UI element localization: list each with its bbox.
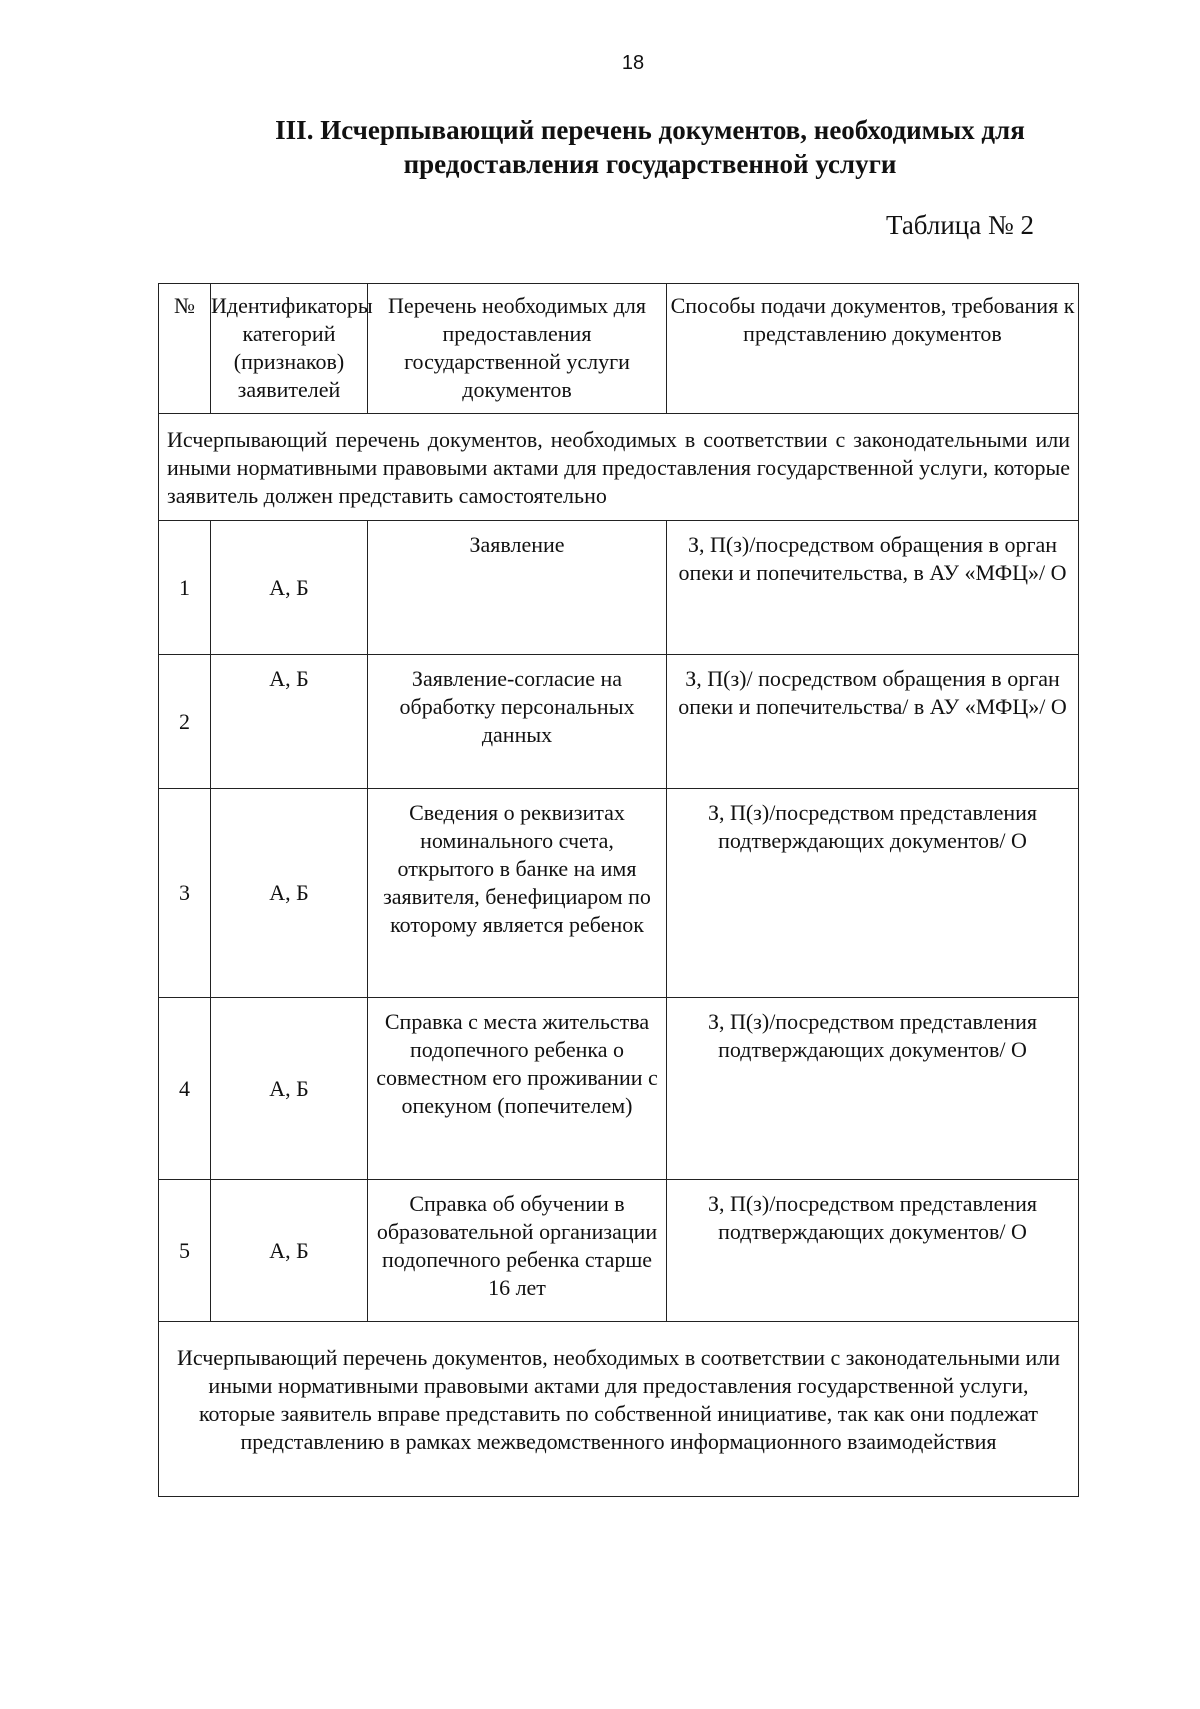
row-category: А, Б — [211, 521, 368, 655]
row-category: А, Б — [211, 655, 368, 789]
header-methods: Способы подачи документов, требования к представлению документов — [667, 284, 1079, 414]
table-row — [159, 789, 1079, 998]
row-method: З, П(з)/посредством представления подтверждающих документов/ О — [667, 789, 1079, 998]
section-row-optional — [159, 1322, 1079, 1497]
row-method: З, П(з)/посредством обращения в орган опеки и попечительства, в АУ «МФЦ»/ О — [667, 521, 1079, 655]
table-row — [159, 655, 1079, 789]
row-method: З, П(з)/посредством представления подтверждающих документов/ О — [667, 1180, 1079, 1322]
row-method: З, П(з)/посредством представления подтверждающих документов/ О — [667, 998, 1079, 1180]
table-header-row — [159, 284, 1079, 414]
section-optional-text: Исчерпывающий перечень документов, необходимых в соответствии с законодательными или иными нормативными правовыми актами для предоставления государственной услуги, которые заявитель вправе представить по собственной инициативе, так как они подлежат представлению в рамках межведомственного информационного взаимодействия — [159, 1322, 1079, 1497]
page-number: 18 — [621, 52, 645, 74]
table-row — [159, 998, 1079, 1180]
row-category: А, Б — [211, 998, 368, 1180]
row-number: 5 — [159, 1180, 211, 1322]
row-number: 4 — [159, 998, 211, 1180]
row-document: Заявление — [368, 521, 667, 655]
row-category: А, Б — [211, 1180, 368, 1322]
row-category: А, Б — [211, 789, 368, 998]
table-row — [159, 521, 1079, 655]
table-row — [159, 1180, 1079, 1322]
row-number: 1 — [159, 521, 211, 655]
row-document: Сведения о реквизитах номинального счета, открытого в банке на имя заявителя, бенефициаром по которому является ребенок — [368, 789, 667, 998]
header-categories: Идентификаторы категорий (признаков) заявителей — [211, 284, 368, 414]
documents-table — [158, 283, 1079, 1497]
section-row-mandatory — [159, 414, 1079, 521]
row-method: З, П(з)/ посредством обращения в орган опеки и попечительства/ в АУ «МФЦ»/ О — [667, 655, 1079, 789]
row-number: 3 — [159, 789, 211, 998]
row-document: Заявление-согласие на обработку персональных данных — [368, 655, 667, 789]
section-title: III. Исчерпывающий перечень документов, необходимых для предоставления государственной услуги — [275, 115, 1025, 179]
header-documents: Перечень необходимых для предоставления государственной услуги документов — [368, 284, 667, 414]
row-document: Справка с места жительства подопечного ребенка о совместном его проживании с опекуном (попечителем) — [368, 998, 667, 1180]
section-mandatory-text: Исчерпывающий перечень документов, необходимых в соответствии с законодательными или иными нормативными правовыми актами для предоставления государственной услуги, которые заявитель должен представить самостоятельно — [159, 414, 1079, 521]
row-document: Справка об обучении в образовательной организации подопечного ребенка старше 16 лет — [368, 1180, 667, 1322]
header-number: № — [159, 284, 211, 414]
row-number: 2 — [159, 655, 211, 789]
table-label: Таблица № 2 — [886, 210, 1034, 240]
